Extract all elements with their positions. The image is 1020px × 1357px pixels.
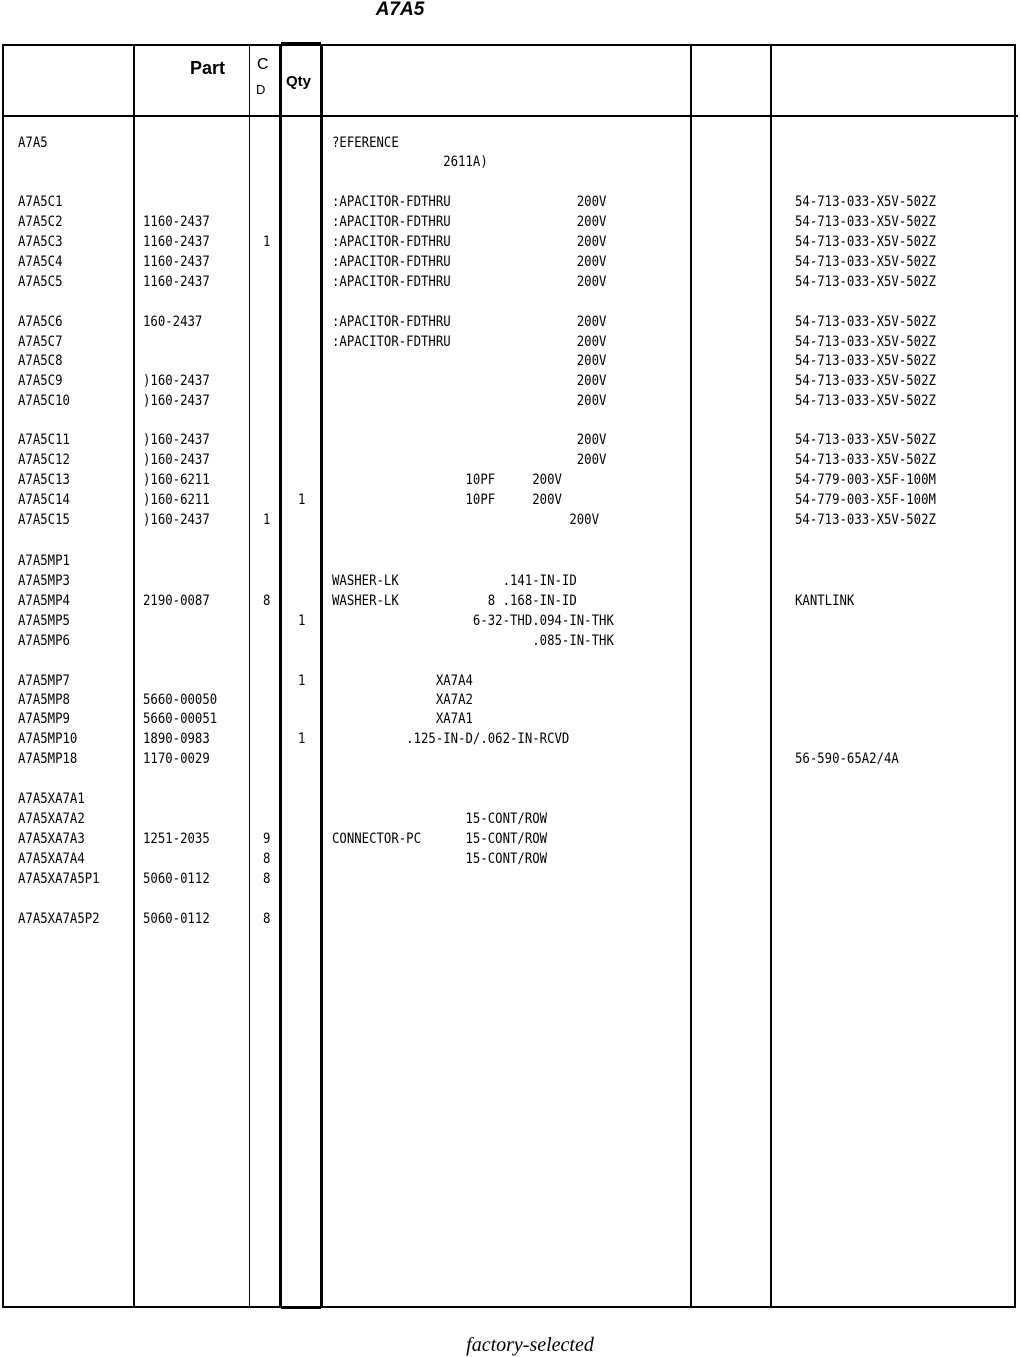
description: 200V xyxy=(332,432,607,448)
part-number: )160-2437 xyxy=(143,393,210,409)
table-row xyxy=(0,213,1020,232)
reference-designator: A7A5C8 xyxy=(18,353,63,369)
table-row xyxy=(0,572,1020,591)
description: 10PF 200V xyxy=(332,492,562,508)
table-row xyxy=(0,333,1020,352)
mfr-part-number: 54-713-033-X5V-502Z xyxy=(795,314,936,330)
description: .085-IN-THK xyxy=(332,633,614,649)
mfr-part-number: 54-779-003-X5F-100M xyxy=(795,472,936,488)
header-rule xyxy=(2,115,1018,117)
table-row xyxy=(0,850,1020,869)
description: .125-IN-D/.062-IN-RCVD xyxy=(332,731,570,747)
table-row xyxy=(0,471,1020,490)
reference-designator: A7A5C3 xyxy=(18,234,63,250)
part-number: 5660-00050 xyxy=(143,692,218,708)
quantity: 1 xyxy=(298,673,306,689)
description: ?EFERENCE xyxy=(332,135,399,151)
mfr-part-number: 54-713-033-X5V-502Z xyxy=(795,393,936,409)
part-number: 1890-0983 xyxy=(143,731,210,747)
mfr-part-number: 54-713-033-X5V-502Z xyxy=(795,373,936,389)
table-row xyxy=(0,134,1020,153)
description: 200V xyxy=(332,393,607,409)
header-cd-bottom: D xyxy=(256,82,266,97)
table-row xyxy=(0,431,1020,450)
quantity: 1 xyxy=(298,492,306,508)
mfr-part-number: KANTLINK xyxy=(795,593,855,609)
quantity: 1 xyxy=(298,731,306,747)
description: 200V xyxy=(332,452,607,468)
reference-designator: A7A5XA7A5P1 xyxy=(18,871,100,887)
part-number: )160-2437 xyxy=(143,452,210,468)
reference-designator: A7A5C9 xyxy=(18,373,63,389)
part-number: 1251-2035 xyxy=(143,831,210,847)
mfr-part-number: 54-713-033-X5V-502Z xyxy=(795,334,936,350)
mfr-part-number: 54-713-033-X5V-502Z xyxy=(795,432,936,448)
description: 200V xyxy=(332,512,600,528)
mfr-part-number: 56-590-65A2/4A xyxy=(795,751,899,767)
reference-designator: A7A5C4 xyxy=(18,254,63,270)
mfr-part-number: 54-779-003-X5F-100M xyxy=(795,492,936,508)
table-row xyxy=(0,632,1020,651)
table-row xyxy=(0,592,1020,611)
table-row xyxy=(0,790,1020,809)
reference-designator: A7A5MP10 xyxy=(18,731,78,747)
qty-column-bottom-mark xyxy=(281,1306,321,1309)
reference-designator: A7A5C14 xyxy=(18,492,70,508)
reference-designator: A7A5C12 xyxy=(18,452,70,468)
table-row xyxy=(0,810,1020,829)
reference-designator: A7A5XA7A2 xyxy=(18,811,85,827)
reference-designator: A7A5MP1 xyxy=(18,553,70,569)
description: :APACITOR-FDTHRU 200V xyxy=(332,314,607,330)
reference-designator: A7A5C10 xyxy=(18,393,70,409)
table-row xyxy=(0,193,1020,212)
page-title: A7A5 xyxy=(375,0,425,20)
reference-designator: A7A5C13 xyxy=(18,472,70,488)
description: 15-CONT/ROW xyxy=(332,811,548,827)
table-row xyxy=(0,552,1020,571)
part-number: 160-2437 xyxy=(143,314,203,330)
table-row xyxy=(0,313,1020,332)
part-number: 5660-00051 xyxy=(143,711,218,727)
reference-designator: A7A5C7 xyxy=(18,334,63,350)
reference-designator: A7A5XA7A5P2 xyxy=(18,911,100,927)
table-row xyxy=(0,710,1020,729)
part-number: )160-2437 xyxy=(143,432,210,448)
table-row xyxy=(0,730,1020,749)
table-row xyxy=(0,153,1020,172)
reference-designator: A7A5MP6 xyxy=(18,633,70,649)
table-row xyxy=(0,372,1020,391)
description: XA7A4 xyxy=(332,673,473,689)
table-row xyxy=(0,870,1020,889)
reference-designator: A7A5C11 xyxy=(18,432,70,448)
mfr-part-number: 54-713-033-X5V-502Z xyxy=(795,234,936,250)
reference-designator: A7A5MP18 xyxy=(18,751,78,767)
reference-designator: A7A5C1 xyxy=(18,194,63,210)
part-number: 5060-0112 xyxy=(143,911,210,927)
part-number: )160-2437 xyxy=(143,373,210,389)
part-number: 1160-2437 xyxy=(143,234,210,250)
reference-designator: A7A5XA7A3 xyxy=(18,831,85,847)
check-digit: 8 xyxy=(263,871,271,887)
mfr-part-number: 54-713-033-X5V-502Z xyxy=(795,274,936,290)
part-number: 1170-0029 xyxy=(143,751,210,767)
quantity: 1 xyxy=(298,613,306,629)
description: 2611A) xyxy=(332,154,488,170)
mfr-part-number: 54-713-033-X5V-502Z xyxy=(795,512,936,528)
table-row xyxy=(0,273,1020,292)
table-row xyxy=(0,750,1020,769)
description: :APACITOR-FDTHRU 200V xyxy=(332,234,607,250)
header-cd-top: C xyxy=(257,56,269,73)
description: :APACITOR-FDTHRU 200V xyxy=(332,334,607,350)
header-part: Part xyxy=(190,58,226,78)
mfr-part-number: 54-713-033-X5V-502Z xyxy=(795,254,936,270)
check-digit: 1 xyxy=(263,234,271,250)
part-number: 2190-0087 xyxy=(143,593,210,609)
mfr-part-number: 54-713-033-X5V-502Z xyxy=(795,214,936,230)
reference-designator: A7A5MP5 xyxy=(18,613,70,629)
mfr-part-number: 54-713-033-X5V-502Z xyxy=(795,194,936,210)
description: :APACITOR-FDTHRU 200V xyxy=(332,254,607,270)
reference-designator: A7A5C15 xyxy=(18,512,70,528)
mfr-part-number: 54-713-033-X5V-502Z xyxy=(795,353,936,369)
description: 15-CONT/ROW xyxy=(332,851,548,867)
table-row xyxy=(0,612,1020,631)
reference-designator: A7A5C6 xyxy=(18,314,63,330)
description: :APACITOR-FDTHRU 200V xyxy=(332,274,607,290)
description: :APACITOR-FDTHRU 200V xyxy=(332,194,607,210)
table-row xyxy=(0,830,1020,849)
reference-designator: A7A5MP7 xyxy=(18,673,70,689)
table-row xyxy=(0,352,1020,371)
reference-designator: A7A5C5 xyxy=(18,274,63,290)
check-digit: 9 xyxy=(263,831,271,847)
check-digit: 1 xyxy=(263,512,271,528)
part-number: 1160-2437 xyxy=(143,274,210,290)
part-number: 1160-2437 xyxy=(143,214,210,230)
mfr-part-number: 54-713-033-X5V-502Z xyxy=(795,452,936,468)
table-row xyxy=(0,511,1020,530)
reference-designator: A7A5MP8 xyxy=(18,692,70,708)
part-number: )160-6211 xyxy=(143,472,210,488)
description: 200V xyxy=(332,373,607,389)
reference-designator: A7A5C2 xyxy=(18,214,63,230)
description: WASHER-LK .141-IN-ID xyxy=(332,573,577,589)
table-row xyxy=(0,672,1020,691)
description: 6-32-THD.094-IN-THK xyxy=(332,613,614,629)
description: XA7A2 xyxy=(332,692,473,708)
reference-designator: A7A5MP9 xyxy=(18,711,70,727)
reference-designator: A7A5XA7A1 xyxy=(18,791,85,807)
description: 200V xyxy=(332,353,607,369)
table-row xyxy=(0,491,1020,510)
part-number: 1160-2437 xyxy=(143,254,210,270)
table-row xyxy=(0,253,1020,272)
reference-designator: A7A5 xyxy=(18,135,48,151)
description: :APACITOR-FDTHRU 200V xyxy=(332,214,607,230)
description: WASHER-LK 8 .168-IN-ID xyxy=(332,593,577,609)
table-row xyxy=(0,691,1020,710)
table-row xyxy=(0,910,1020,929)
table-row xyxy=(0,392,1020,411)
part-number: )160-2437 xyxy=(143,512,210,528)
description: CONNECTOR-PC 15-CONT/ROW xyxy=(332,831,548,847)
table-row xyxy=(0,451,1020,470)
reference-designator: A7A5MP3 xyxy=(18,573,70,589)
check-digit: 8 xyxy=(263,593,271,609)
footer-note: factory-selected xyxy=(466,1334,594,1356)
part-number: 5060-0112 xyxy=(143,871,210,887)
header-qty: Qty xyxy=(286,73,312,90)
reference-designator: A7A5XA7A4 xyxy=(18,851,85,867)
description: XA7A1 xyxy=(332,711,473,727)
description: 10PF 200V xyxy=(332,472,562,488)
qty-column-top-mark xyxy=(281,42,321,45)
part-number: )160-6211 xyxy=(143,492,210,508)
check-digit: 8 xyxy=(263,911,271,927)
table-row xyxy=(0,233,1020,252)
check-digit: 8 xyxy=(263,851,271,867)
reference-designator: A7A5MP4 xyxy=(18,593,70,609)
